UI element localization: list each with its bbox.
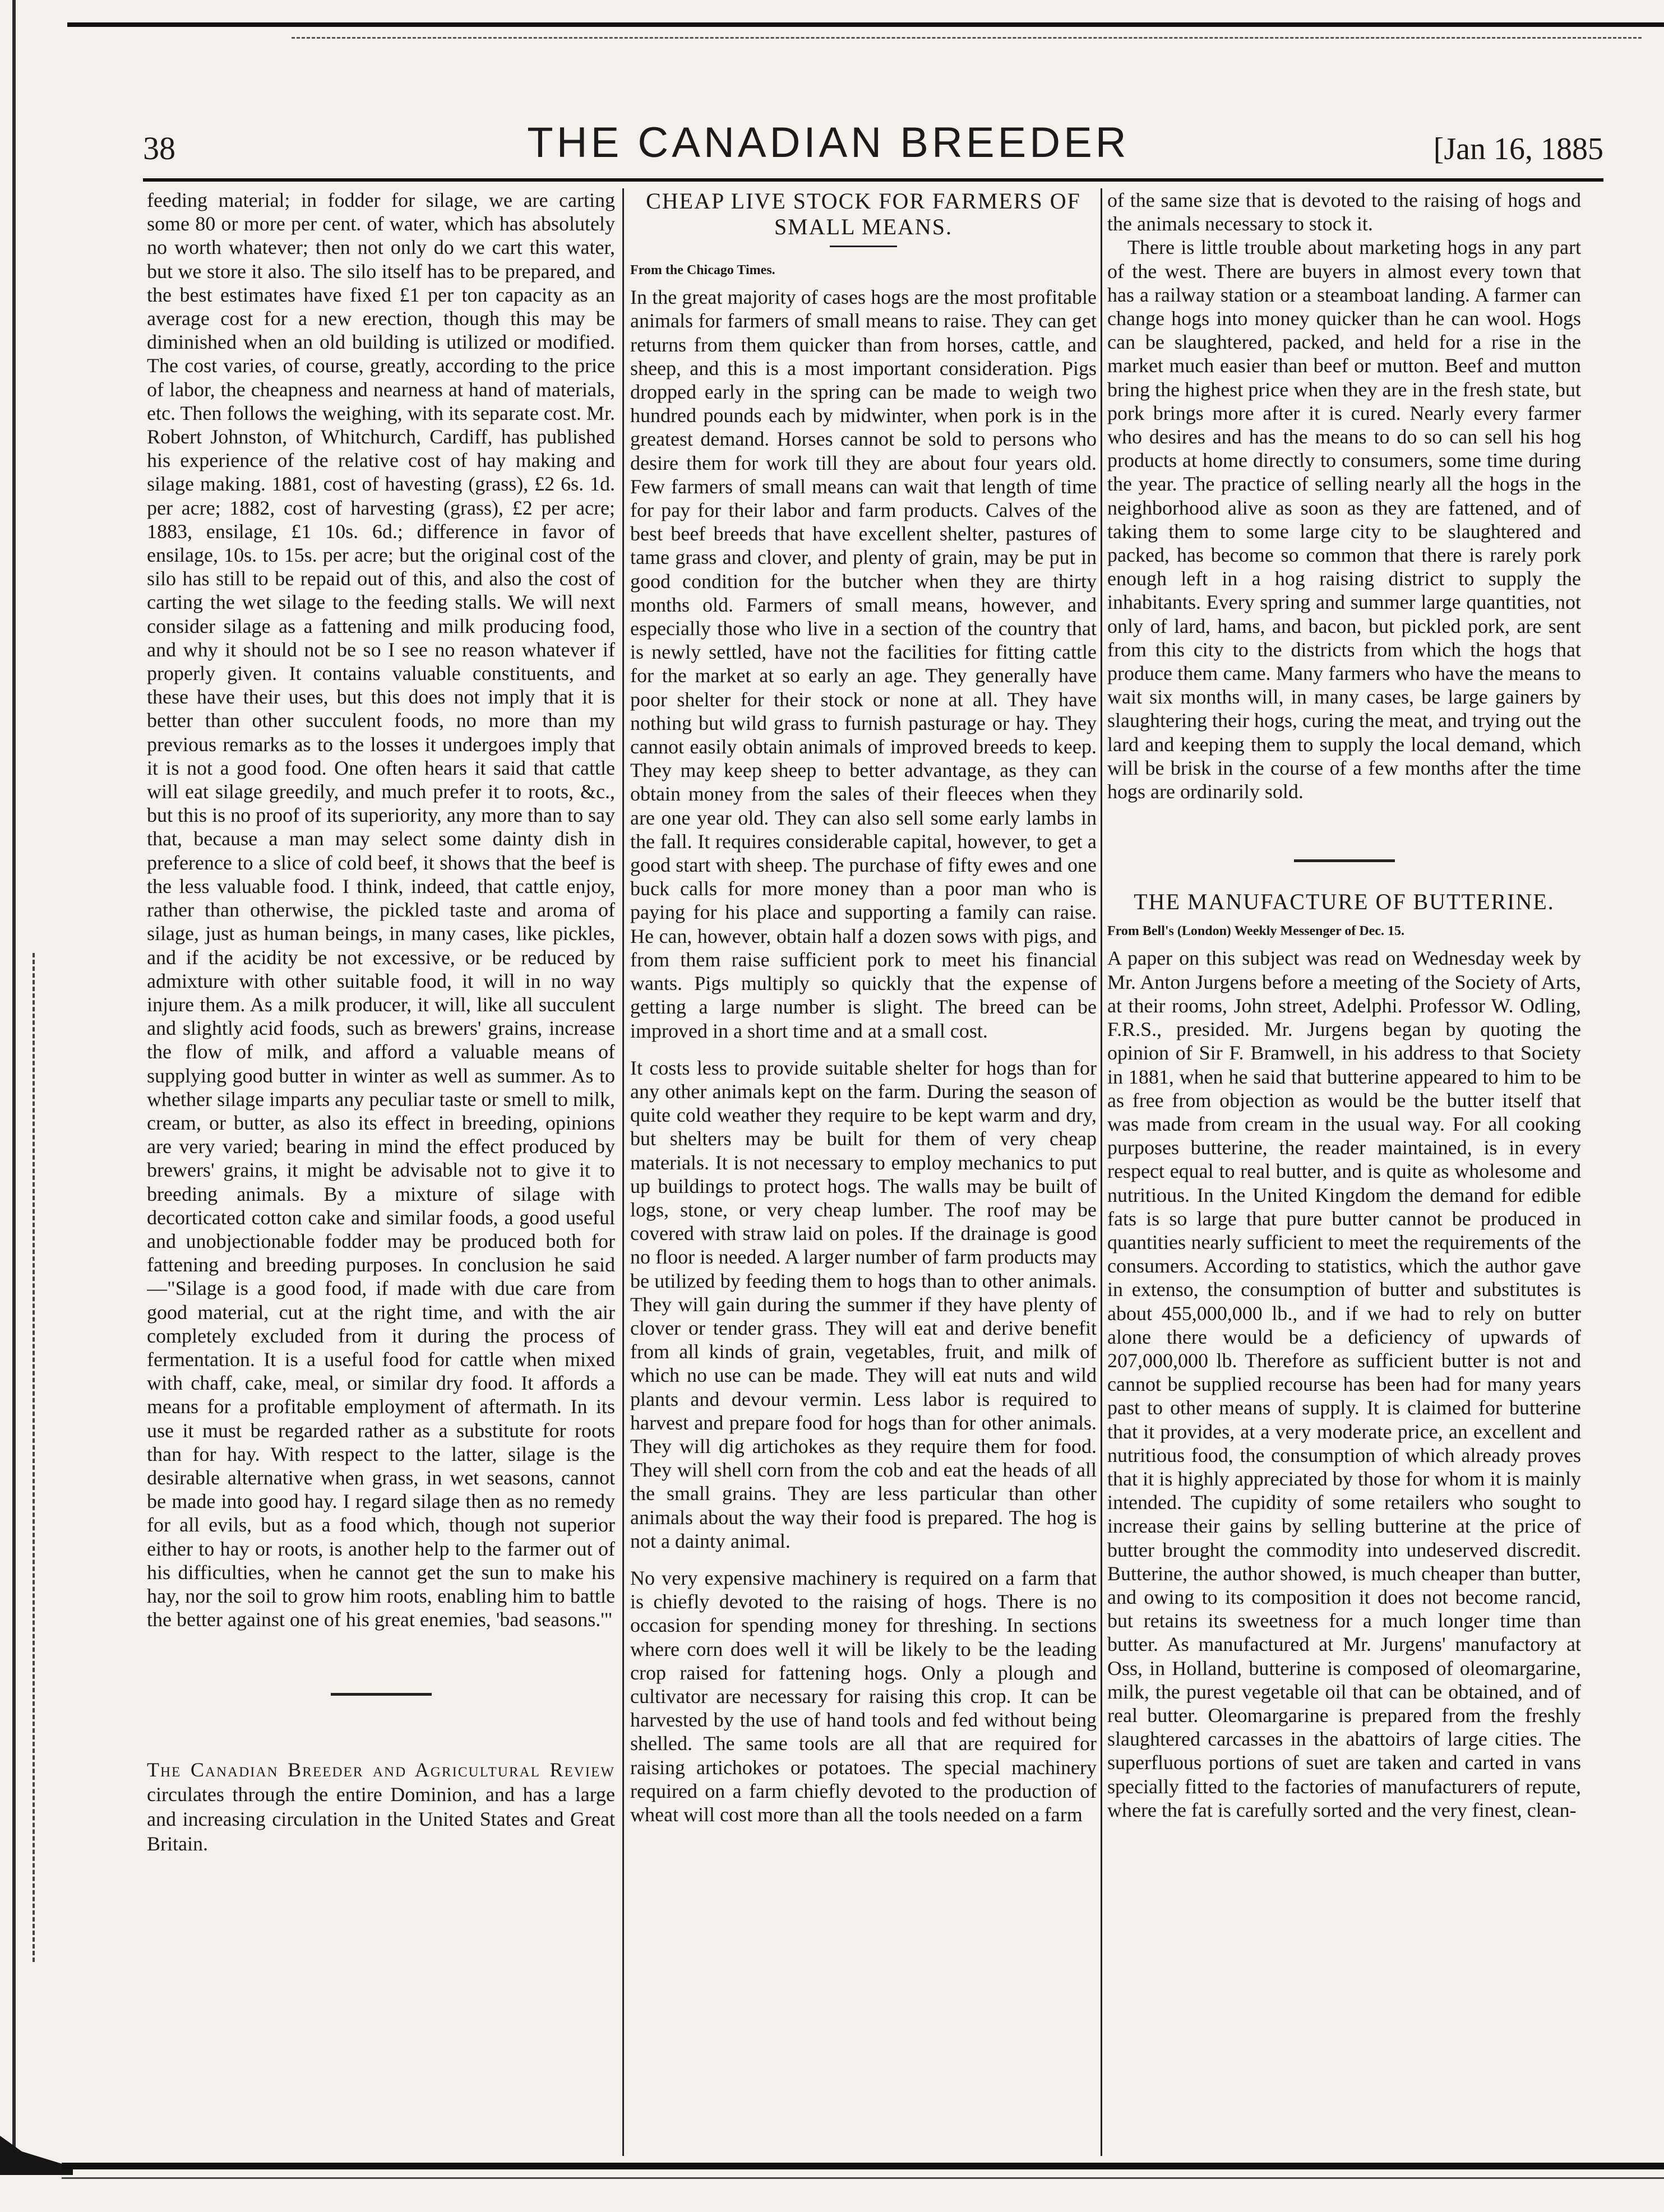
top-dashed-rule (292, 37, 1642, 39)
page-number: 38 (143, 130, 175, 166)
bottom-thin-rule (62, 2177, 1664, 2179)
article-continuation-paragraph: feeding material; in fodder for silage, we are carting some 80 or more per cent. of water, which has absolutely no worth whatever; then not only do we cart this water, but we store it also. The silo itself has to be prepared, and the best estimates have fixed £1 per ton capacity as an average cost for a new erection, though this may be diminished when an old building is utilized or modified. The cost varies, of course, greatly, according to the price of labor, the cheapness and nearness at hand of materials, etc. Then follows the weighing, with its separate cost. Mr. Robert Johnston, of Whitchurch, Cardiff, has published his experience of the relative cost of hay making and silage making. 1881, cost of havesting (grass), £2 6s. 1d. per acre; 1882, cost of harvesting (grass), £2 per acre; 1883, ensilage, £1 10s. 6d.; difference in favor of ensilage, 10s. to 15s. per acre; but the original cost of the silo has still to be repaid out of this, and also the cost of carting the wet silage to the feeding stalls. We will next consider silage as a fattening and milk producing food, and why it should not be so I see no reason whatever if properly given. It contains valuable constituents, and these have their uses, but this does not imply that it is better than other succulent foods, no more than my previous remarks as to the losses it undergoes imply that it is not a good food. One often hears it said that cattle will eat silage greedily, and much prefer it to roots, &c., but this is no proof of its superiority, any more than to say that, because a man may select some dainty dish in preference to a slice of cold beef, it shows that the beef is the less valuable food. I think, indeed, that cattle enjoy, rather than otherwise, the pickled taste and aroma of silage, just as human beings, in many cases, like pickles, and if the acidity be not excessive, or be reduced by admixture with other suitable food, it will in no way injure them. As a milk producer, it will, like all succulent and slightly acid foods, such as brewers' grains, increase the flow of milk, and afford a valuable means of supplying good butter in winter as well as summer. As to whether silage imparts any peculiar taste or smell to milk, cream, or butter, as also its effect in breeding, opinions are very varied; bearing in mind the effect produced by brewers' grains, it might be advisable not to give it to breeding animals. By a mixture of silage with decorticated cotton cake and similar foods, a good useful and unobjectionable fodder may be produced both for fattening and breeding purposes. In conclusion he said—"Silage is a good food, if made with due care from good material, cut at the right time, and with the air completely excluded from it during the process of fermentation. It is a useful food for cattle when mixed with chaff, cake, meal, or similar dry food. It affords a means for a profitable employment of aftermath. In its use it must be regarded rather as a substitute for roots than for hay. With respect to the latter, silage is the desirable alternative when grass, in wet seasons, cannot be made into good hay. I regard silage then as no remedy for all evils, but as a food which, though not superior either to hay or roots, is another help to the farmer out of his difficulties, when he cannot get the sun to make his hay, nor the soil to grow him roots, enabling him to battle the better against one of his great enemies, 'bad seasons.'" (147, 189, 615, 1631)
paragraph-gap (630, 1553, 1097, 1566)
column-1 (147, 188, 615, 2150)
article-headline: CHEAP LIVE STOCK FOR FARMERS OF SMALL MEANS. (646, 188, 1081, 239)
article-source: From the Chicago Times. (630, 263, 775, 277)
article-paragraph: In the great majority of cases hogs are the most profitable animals for farmers of small means to raise. They can get returns from them quicker than from horses, cattle, and sheep, and this is a most important consideration. Pigs dropped early in the spring can be made to weigh two hundred pounds each by midwinter, when pork is in the greatest demand. Horses cannot be sold to persons who desire them for work till they are about four years old. Few farmers of small means can wait that length of time for pay for their labor and farm products. Calves of the best beef breeds that have excellent shelter, pastures of tame grass and clover, and plenty of grain, may be put in good condition for the butcher when they are thirty months old. Farmers of small means, however, and especially those who live in a section of the country that is newly settled, have not the facilities for fitting cattle for the market at so early an age. They generally have poor shelter for their stock or none at all. They have nothing but wild grass to furnish pasturage or hay. They cannot easily obtain animals of improved breeds to keep. They may keep sheep to better advantage, as they can obtain money from the sales of their fleeces when they are one year old. They can also sell some early lambs in the fall. It requires considerable capital, however, to get a good start with sheep. The purchase of fifty ewes and one buck calls for more money than a poor man who is paying for his place and supporting a family can raise. He can, however, obtain half a dozen sows with pigs, and from them raise sufficient pork to meet his financial wants. Pigs multiply so quickly that the expense of getting a large number is slight. The breed can be improved in a short time and at a small cost. (630, 286, 1097, 1042)
article-paragraph: It costs less to provide suitable shelter for hogs than for any other animals kept on the farm. During the season of quite cold weather they require to be kept warm and dry, but shelters may be built for them of very cheap materials. It is not necessary to employ mechanics to put up buildings to protect hogs. The walls may be built of logs, stone, or very cheap lumber. The roof may be covered with straw laid on poles. If the drainage is good no floor is needed. A larger number of farm products may be utilized by feeding them to hogs than to other animals. They will gain during the summer if they have plenty of clover or tender grass. They will eat and derive benefit from all kinds of grain, vegetables, fruit, and milk of which no use can be made. They will eat nuts and wild plants and devour vermin. Less labor is required to harvest and prepare food for hogs than for other animals. They will dig artichokes as they require them for food. They will shell corn from the cob and eat the heads of all the small grains. They are less particular than other animals about the way their food is prepared. The hog is not a dainty animal. (630, 1056, 1097, 1552)
circulation-notice (147, 1757, 615, 1856)
notice-text: circulates through the entire Dominion, and has a large and increasing circulation in the United States and Great Britain. (147, 1783, 615, 1855)
article-paragraph: A paper on this subject was read on Wednesday week by Mr. Anton Jurgens before a meeting of the Society of Arts, at their rooms, John street, Adelphi. Professor W. Odling, F.R.S., presided. Mr. Jurgens began by quoting the opinion of Sir F. Bramwell, in his address to that Society in 1881, when he said that butterine appeared to him to be as free from objection as would be the butter itself that was made from cream in the usual way. For all cooking purposes butterine, the reader maintained, is in every respect equal to real butter, and is quite as wholesome and nutritious. In the United Kingdom the demand for edible fats is so large that pure butter cannot be produced in quantities nearly sufficient to meet the requirements of the consumers. According to statistics, which the author gave in extenso, the consumption of butter and substitutes is about 455,000,000 lb., and if we had to rely on butter alone there would be a deficiency of upwards of 207,000,000 lb. Therefore as sufficient butter is not and cannot be supplied recourse has been had for many years past to other means of supply. It is claimed for butterine that it provides, at a very moderate price, an excellent and nutritious food, the consumption of which already proves that it is highly appreciated by those for whom it is mainly intended. The cupidity of some retailers who sought to increase their gains by selling butterine at the price of butter brought the commodity into undeserved discredit. Butterine, the author showed, is much cheaper than butter, and owing to its composition it does not become rancid, but retains its sweetness for a much longer time than butter. As manufactured at Mr. Jurgens' manufactory at Oss, in Holland, butterine is composed of oleomargarine, milk, the purest vegetable oil that can be obtained, and of real butter. Oleomargarine is prepared from the freshly slaughtered carcasses in the abattoirs of large cities. The superfluous portions of suet are taken and carted in vans specially fitted to the factories of manufacturers of repute, where the fat is carefully sorted and the very finest, clean- (1107, 947, 1581, 1821)
notice-publication-name: The Canadian Breeder and Agricultural Review (147, 1759, 615, 1781)
column-divider (622, 188, 624, 2156)
left-page-edge (12, 0, 16, 2153)
section-separator (331, 1693, 432, 1696)
headline-rule (830, 246, 897, 247)
bottom-border-rule (62, 2163, 1664, 2169)
left-dashed-edge (33, 953, 35, 1962)
article-source: From Bell's (London) Weekly Messenger of Dec. 15. (1107, 924, 1404, 939)
page-header (143, 119, 1603, 167)
article-paragraph: No very expensive machinery is required on a farm that is chiefly devoted to the raising of hogs. There is no occasion for spending money for threshing. In sections where corn does well it will be likely to be the leading crop raised for fattening hogs. Only a plough and cultivator are necessary for raising this crop. It can be harvested by the use of hand tools and fed without being shelled. The same tools are all that are required for raising artichokes or potatoes. The special machinery required on a farm chiefly devoted to the production of wheat will cost more than all the tools needed on a farm (630, 1566, 1097, 1826)
article-paragraph: of the same size that is devoted to the raising of hogs and the animals necessary to stock it. (1107, 189, 1581, 235)
header-rule (143, 178, 1603, 182)
column-divider (1101, 188, 1102, 2156)
paragraph-gap (630, 1043, 1097, 1056)
article-headline: THE MANUFACTURE OF BUTTERINE. (1134, 889, 1555, 915)
column-2 (630, 188, 1097, 2150)
section-separator (1294, 859, 1395, 862)
masthead-title: THE CANADIAN BREEDER (527, 119, 1130, 166)
article-paragraph: There is little trouble about marketing hogs in any part of the west. There are buyers in almost every town that has a railway station or a steamboat landing. A farmer can change hogs into money quicker than he can wool. Hogs can be slaughtered, packed, and held for a rise in the market much easier than beef or mutton. Beef and mutton bring the highest price when they are in the fresh state, but pork brings more after it is cured. Nearly every farmer who desires and has the means to do so can sell his hog products at home directly to consumers, some time during the year. The practice of selling nearly all the hogs in the neighborhood alive as soon as they are fattened, and of taking them to some large city to be slaughtered and packed, has become so common that there is rarely pork enough left in a hog raising district to supply the inhabitants. Every spring and summer large quantities, not only of lard, hams, and bacon, but pickled pork, are sent from this city to the districts from which the hogs that produce them came. Many farmers who have the means to wait six months will, in many cases, be large gainers by slaughtering their hogs, curing the meat, and trying out the lard and keeping them to supply the local demand, which will be brisk in the course of a few months after the time hogs are ordinarily sold. (1107, 236, 1581, 803)
issue-date: [Jan 16, 1885 (1433, 132, 1603, 166)
top-border-rule (67, 22, 1664, 35)
column-3 (1107, 188, 1581, 2150)
